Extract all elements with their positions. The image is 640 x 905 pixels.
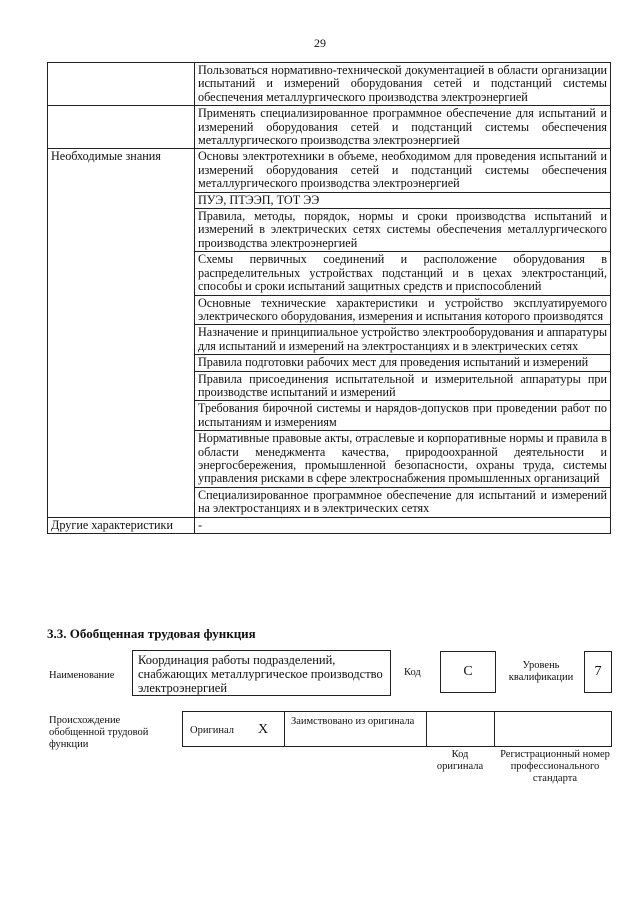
level-value-box: 7: [584, 651, 612, 693]
origin-label: Происхождение обобщенной трудовой функции: [49, 715, 149, 750]
name-label: Наименование: [49, 670, 115, 681]
divider: [284, 711, 285, 747]
empty-label-cell: [48, 106, 195, 149]
knowledge-cell: Нормативные правовые акты, отраслевые и корпоративные нормы и правила в области менеджмента качества, природоохранной деятельности и энергосбережения, промышленной безопасности, охраны труда, системы управления рисками в сфере электроснабжения промышленных организаций: [195, 431, 611, 488]
table-row: [48, 149, 611, 192]
code-label: Код: [404, 667, 421, 678]
knowledge-cell: Требования бирочной системы и нарядов-допусков при проведении работ по испытаниям и измерениям: [195, 401, 611, 431]
skill-cell: Пользоваться нормативно-технической документацией в области организации испытаний и измерений оборудования сетей и подстанций системы обеспечения металлургического производства электроэнергией: [195, 63, 611, 106]
knowledge-label: Необходимые знания: [48, 149, 195, 517]
code-value-box: C: [440, 651, 496, 693]
code-caption: Код оригинала: [436, 749, 484, 772]
reg-caption: Регистрационный номер профессионального стандарта: [500, 749, 610, 784]
knowledge-cell: Правила, методы, порядок, нормы и сроки производства испытаний и измерений в электрических сетях системы обеспечения металлургического производства электроэнергией: [195, 209, 611, 252]
knowledge-cell: Основы электротехники в объеме, необходимом для проведения испытаний и измерений оборудования сетей и подстанций системы обеспечения металлургического производства электроэнергией: [195, 149, 611, 192]
function-name-box: Координация работы подразделений, снабжающих металлургическое производство электроэнергией: [132, 650, 391, 696]
table-row: [48, 63, 611, 106]
knowledge-cell: Правила присоединения испытательной и измерительной аппаратуры при производстве испытаний и измерений: [195, 371, 611, 401]
table-row: [48, 517, 611, 533]
knowledge-cell: Основные технические характеристики и устройство эксплуатируемого электрического оборудования, измерения и испытания которого производятся: [195, 295, 611, 325]
level-label: Уровень квалификации: [508, 660, 574, 683]
knowledge-cell: Назначение и принципиальное устройство электрооборудования и аппаратуры для испытаний и измерений на электростанциях и в электрических сетях: [195, 325, 611, 355]
other-label: Другие характеристики: [48, 517, 195, 533]
section-heading: 3.3. Обобщенная трудовая функция: [47, 626, 256, 641]
knowledge-cell: Схемы первичных соединений и расположение оборудования в распределительных устройствах подстанций и в цехах электростанций, способы и сроки испытаний защитных средств и приспособлений: [195, 252, 611, 295]
knowledge-cell: Правила подготовки рабочих мест для проведения испытаний и измерений: [195, 355, 611, 371]
requirements-table: [47, 62, 611, 534]
divider: [426, 711, 427, 747]
table-row: [48, 106, 611, 149]
empty-label-cell: [48, 63, 195, 106]
page-number: 29: [314, 36, 326, 50]
original-label: Оригинал: [190, 725, 234, 736]
other-value: -: [195, 517, 611, 533]
borrowed-label: Заимствовано из оригинала: [291, 716, 415, 727]
knowledge-cell: ПУЭ, ПТЭЭП, ТОТ ЭЭ: [195, 192, 611, 208]
original-mark: X: [258, 722, 269, 737]
skill-cell: Применять специализированное программное обеспечение для испытаний и измерений оборудования сетей и подстанций системы обеспечения металлургического производства электроэнергией: [195, 106, 611, 149]
divider: [494, 711, 495, 747]
knowledge-cell: Специализированное программное обеспечение для испытаний и измерений на электростанциях и в электрических сетях: [195, 487, 611, 517]
